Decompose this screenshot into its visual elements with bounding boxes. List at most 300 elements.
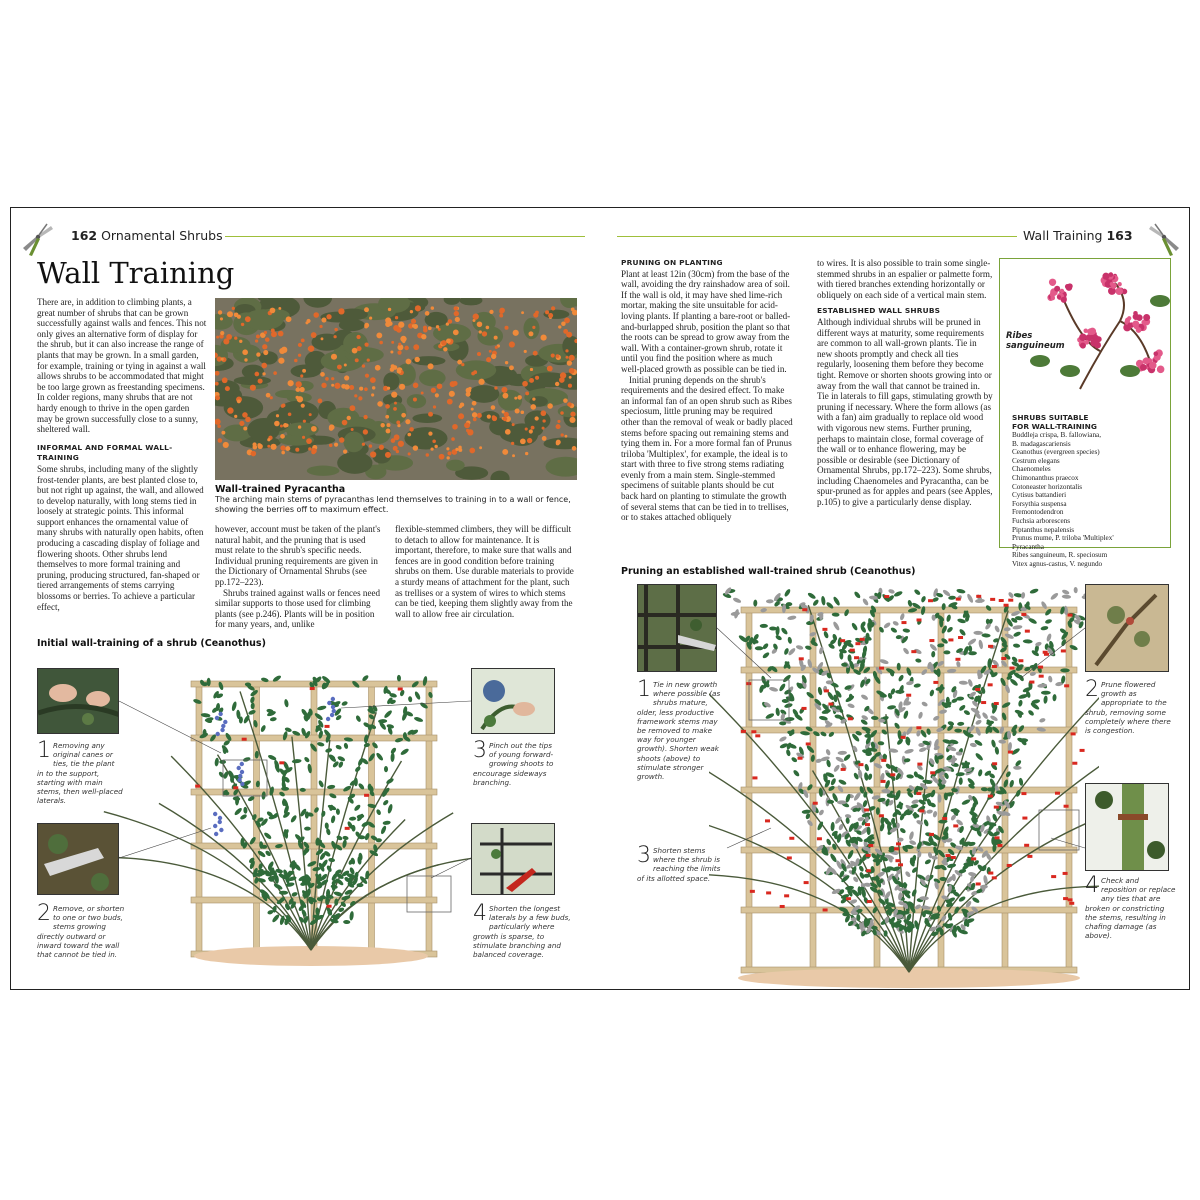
- berry: [363, 415, 367, 419]
- left-step-1-number: 1: [37, 738, 51, 763]
- shrub-leaf: [413, 716, 423, 723]
- shortening-laterals-art: [472, 824, 555, 895]
- shrub-leaf: [963, 709, 971, 716]
- shrub-leaf: [801, 674, 808, 684]
- berry: [486, 326, 490, 330]
- shrub-leaf: [981, 711, 989, 719]
- step4-photo: [471, 823, 555, 895]
- shrub-leaf: [916, 819, 924, 826]
- berry: [320, 372, 325, 377]
- plant-tie: [1021, 792, 1026, 795]
- right-step4-photo: [1085, 783, 1169, 871]
- berry: [393, 365, 398, 370]
- berry: [391, 438, 396, 443]
- berry: [386, 429, 391, 434]
- ceanothus-flower: [215, 716, 219, 720]
- berry: [349, 385, 354, 390]
- shrub-leaf: [375, 809, 381, 816]
- shrub-leaf: [1040, 625, 1048, 630]
- plant-tie: [817, 837, 822, 840]
- berry: [295, 448, 299, 452]
- berry: [334, 335, 337, 338]
- shrub-leaf: [279, 915, 286, 925]
- shrub-leaf: [325, 828, 331, 836]
- ceanothus-flower: [327, 701, 331, 705]
- plant-tie: [755, 734, 760, 737]
- shrub-leaf: [832, 596, 841, 607]
- berry: [535, 376, 539, 380]
- berry: [280, 445, 285, 450]
- plant-list-item: Vitex agnus-castus, V. negundo: [1012, 559, 1103, 568]
- berry: [439, 454, 445, 460]
- right-step-4: [1085, 873, 1177, 941]
- berry: [545, 310, 549, 314]
- berry: [281, 451, 285, 455]
- berry: [262, 372, 265, 375]
- shrub-leaf: [317, 705, 327, 711]
- berry: [355, 358, 359, 362]
- shrub-leaf: [818, 809, 825, 816]
- berry: [446, 456, 449, 459]
- shrub-leaf: [969, 875, 975, 882]
- berry: [281, 404, 285, 408]
- plant-tie: [1072, 762, 1077, 765]
- berry: [364, 387, 368, 391]
- ribes-flower: [1102, 273, 1109, 280]
- shrub-leaf: [867, 827, 871, 835]
- plant-tie: [789, 837, 794, 840]
- plant-tie: [822, 628, 827, 631]
- shrub-leaf: [978, 639, 984, 649]
- berry: [428, 412, 433, 417]
- plant-tie: [1008, 599, 1013, 602]
- planting-paragraph-1: Plant at least 12in (30cm) from the base of the wall, avoiding the dry rainshadow area of soil. If the wall is old, it may have shed lime-rich mortar, making the site unsuitable for acid-loving plants. If planting a bare-root or balled-and-burlapped shrub, position the plant so that the roots can be spread to grow away from the wall. With a container-grown shrub, rotate it until you find the position where as much well-placed growth as possible can be tied in.: [621, 268, 791, 374]
- shrub-leaf: [782, 674, 792, 684]
- shrub-leaf: [994, 625, 1001, 633]
- berry: [452, 424, 458, 430]
- berry: [533, 351, 538, 356]
- plant-list-item: Piptanthus nepalensis: [1012, 525, 1075, 534]
- plant-tie: [345, 827, 350, 830]
- shrub-leaf: [1023, 639, 1033, 643]
- shrub-leaf: [384, 766, 388, 772]
- berry: [469, 448, 475, 454]
- shrub-leaf: [908, 831, 914, 841]
- plant-tie: [1007, 864, 1012, 867]
- berry: [263, 350, 268, 355]
- shrub-leaf: [904, 748, 914, 754]
- shrub-leaf: [929, 689, 935, 697]
- shrub-leaf: [378, 719, 387, 723]
- berry: [455, 448, 458, 451]
- shrub-leaf: [332, 760, 340, 768]
- shrub-leaf: [242, 756, 251, 762]
- plant-tie: [1027, 855, 1032, 858]
- plant-tie: [364, 794, 369, 797]
- shrub-leaf: [929, 643, 938, 652]
- berry: [565, 435, 568, 438]
- berry: [311, 426, 317, 432]
- berry: [379, 341, 383, 345]
- shrub-leaf: [991, 739, 997, 748]
- berry: [559, 377, 565, 383]
- left-step-3: [473, 738, 559, 787]
- berry: [370, 451, 376, 457]
- berry: [499, 314, 503, 318]
- plant-tie: [766, 891, 771, 894]
- pyracantha-photo: [215, 298, 577, 480]
- berry: [256, 352, 260, 356]
- shrub-leaf: [833, 764, 841, 773]
- berry: [551, 353, 555, 357]
- shrub-leaf: [1048, 675, 1053, 682]
- ribes-flower: [1157, 366, 1165, 374]
- berry: [344, 363, 347, 366]
- berry: [220, 317, 223, 320]
- berry: [447, 399, 453, 405]
- book-spread: [10, 207, 1190, 990]
- berry: [449, 391, 455, 397]
- berry: [331, 354, 337, 360]
- berry: [295, 387, 300, 392]
- berry: [453, 329, 459, 335]
- shrub-leaf: [382, 820, 390, 825]
- berry: [525, 392, 529, 396]
- berry: [404, 346, 409, 351]
- shrub-leaf: [775, 634, 783, 641]
- berry: [280, 425, 283, 428]
- berry: [227, 311, 233, 317]
- shrub-leaf: [785, 749, 791, 757]
- plant-tie: [1022, 817, 1027, 820]
- ribes-flower: [1118, 282, 1122, 286]
- ribes-flower: [1050, 296, 1055, 301]
- shrub-leaf: [867, 773, 873, 780]
- berry: [338, 308, 344, 314]
- shrub-leaf: [400, 748, 410, 757]
- plant-tie: [988, 795, 993, 798]
- berry: [359, 387, 363, 391]
- photo-caption-text: The arching main stems of pyracanthas lend themselves to training in to a wall or fence, showing the berries off to maximum effect.: [215, 495, 571, 514]
- berry: [432, 440, 436, 444]
- shrub-leaf: [270, 717, 277, 722]
- plant-tie: [1010, 667, 1015, 670]
- shrub-leaf: [343, 742, 349, 749]
- plant-list: [1012, 431, 1168, 569]
- ribes-flower: [1084, 340, 1089, 345]
- right-col-1: [621, 258, 793, 523]
- shrub-leaf: [291, 891, 298, 897]
- ribes-flower: [1060, 289, 1065, 294]
- berry: [244, 358, 247, 361]
- right-folio: [1023, 228, 1133, 243]
- berry: [446, 338, 451, 343]
- berry: [569, 376, 572, 379]
- shrub-leaf: [765, 712, 775, 720]
- berry: [242, 412, 248, 418]
- shrub-leaf: [968, 651, 977, 655]
- plant-list-item: Chaenomeles: [1012, 465, 1051, 474]
- shrub-leaf: [807, 592, 817, 600]
- shrub-leaf: [349, 911, 354, 921]
- photo-caption-title: Wall-trained Pyracantha: [215, 484, 346, 495]
- shrub-leaf: [862, 598, 870, 607]
- berry: [547, 403, 553, 409]
- shrub-leaf: [897, 838, 903, 842]
- berry: [572, 446, 577, 451]
- berry: [283, 423, 288, 428]
- plant-list-item: Cytisus battandieri: [1012, 491, 1067, 500]
- plant-tie: [866, 854, 871, 857]
- berry: [326, 314, 331, 319]
- plant-tie: [751, 730, 756, 733]
- ribes-flower: [1132, 320, 1139, 327]
- plant-tie: [945, 854, 950, 857]
- shrub-leaf: [942, 589, 951, 598]
- shrub-leaf: [1041, 691, 1051, 695]
- berry: [529, 429, 533, 433]
- berry: [385, 404, 390, 409]
- berry: [270, 444, 276, 450]
- berry: [512, 423, 515, 426]
- shrub-leaf: [911, 799, 920, 805]
- plant-tie: [855, 642, 860, 645]
- berry: [280, 434, 285, 439]
- berry: [252, 442, 256, 446]
- berry: [455, 317, 460, 322]
- berry: [250, 385, 256, 391]
- berry: [551, 306, 555, 310]
- berry: [221, 431, 225, 435]
- berry: [494, 386, 497, 389]
- berry: [530, 404, 536, 410]
- berry: [431, 388, 436, 393]
- berry: [412, 324, 415, 327]
- berry: [306, 319, 310, 323]
- berry: [339, 437, 344, 442]
- shrub-leaf: [1009, 779, 1015, 788]
- shrub-leaf: [897, 674, 904, 682]
- berry: [387, 387, 390, 390]
- berry: [258, 379, 263, 384]
- shrub-leaf: [913, 683, 921, 688]
- shrub-leaf: [1043, 695, 1048, 704]
- berry: [217, 425, 221, 429]
- berry: [301, 338, 305, 342]
- shrub-leaf: [931, 855, 938, 860]
- berry: [563, 398, 568, 403]
- berry: [458, 448, 462, 452]
- berry: [547, 366, 553, 372]
- berry: [532, 397, 535, 400]
- berry: [354, 394, 357, 397]
- berry: [329, 424, 335, 430]
- berry: [520, 410, 524, 414]
- right-running-head: Wall Training: [1023, 228, 1103, 243]
- shrub-leaf: [821, 596, 826, 606]
- plant-tie: [995, 836, 1000, 839]
- berry: [239, 421, 244, 426]
- leaf-cluster: [337, 452, 372, 474]
- shrub-leaf: [239, 813, 247, 820]
- plant-tie: [988, 683, 993, 686]
- left-step-2-number: 2: [37, 901, 51, 926]
- shrub-leaf: [342, 835, 349, 840]
- left-folio: [71, 228, 223, 243]
- shrub-leaf: [971, 896, 980, 904]
- plant-tie: [1004, 604, 1009, 607]
- plant-tie: [890, 773, 895, 776]
- berry: [388, 308, 391, 311]
- shrub-leaf: [812, 599, 820, 607]
- shrub-leaf: [383, 709, 393, 719]
- berry: [390, 351, 393, 354]
- plant-tie: [1029, 681, 1034, 684]
- shrub-leaf: [1029, 588, 1039, 595]
- plant-tie: [981, 701, 986, 704]
- berry: [459, 405, 462, 408]
- berry: [454, 311, 459, 316]
- berry: [278, 331, 284, 337]
- shrub-leaf: [926, 809, 933, 814]
- shrub-leaf: [203, 729, 207, 738]
- plant-tie: [865, 823, 870, 826]
- berry: [410, 310, 413, 313]
- plant-tie: [901, 621, 906, 624]
- berry: [423, 326, 427, 330]
- right-page-number: 163: [1106, 228, 1133, 243]
- plant-tie: [930, 771, 935, 774]
- trellis-post: [196, 684, 202, 954]
- plant-tie: [929, 833, 934, 836]
- ceanothus-flower: [237, 778, 241, 782]
- berry: [306, 438, 312, 444]
- berry: [225, 386, 230, 391]
- ribes-caption-species: sanguineum: [1006, 341, 1065, 351]
- shrub-leaf: [975, 719, 983, 726]
- shrub-leaf: [325, 748, 333, 754]
- berry: [296, 381, 302, 387]
- berry: [321, 318, 326, 323]
- hand-tying-art: [38, 669, 119, 734]
- berry: [319, 325, 322, 328]
- ribes-caption: [1006, 331, 1065, 351]
- leaf-cluster: [412, 414, 442, 423]
- page-title: Wall Training: [37, 256, 235, 290]
- shrub-leaf: [946, 626, 954, 633]
- heading-established: ESTABLISHED WALL SHRUBS: [817, 306, 941, 316]
- shrub-leaf: [967, 679, 973, 688]
- berry: [255, 372, 260, 377]
- plant-tie: [992, 762, 997, 765]
- pinching-tips-art: [472, 669, 555, 734]
- berry: [401, 413, 406, 418]
- shrub-leaf: [304, 827, 311, 831]
- ribes-flower: [1054, 286, 1060, 292]
- left-step-4-number: 4: [473, 901, 487, 926]
- left-step-4-text: Shorten the longest laterals by a few buds, particularly where growth is sparse, to stimulate branching and balanced coverage.: [473, 904, 571, 960]
- berry: [344, 384, 349, 389]
- berry: [334, 443, 338, 447]
- plant-list-item: Prunus mume, P. triloba 'Multiplex': [1012, 534, 1114, 543]
- shrub-leaf: [893, 590, 903, 597]
- left-page-number: 162: [71, 228, 98, 243]
- berry: [394, 402, 397, 405]
- berry: [299, 387, 304, 392]
- shrub-leaf: [271, 913, 280, 923]
- right-col-2: [817, 258, 993, 508]
- berry: [396, 420, 400, 424]
- shrub-leaf: [1007, 591, 1014, 599]
- berry: [276, 414, 279, 417]
- berry: [565, 349, 568, 352]
- shrub-leaf: [838, 779, 847, 786]
- col2-paragraph-2: Shrubs trained against walls or fences need similar supports to those used for climbing plants (see p.246). Plants will be in position for many years, and, unlike: [215, 587, 381, 630]
- berry: [267, 438, 270, 441]
- shrub-leaf: [732, 597, 742, 604]
- ribes-caption-genus: Ribes: [1006, 331, 1033, 341]
- plant-tie: [894, 847, 899, 850]
- shrub-leaf: [823, 631, 829, 639]
- ceanothus-flower: [331, 697, 335, 701]
- plant-tie: [1043, 651, 1048, 654]
- shrub-leaf: [959, 777, 963, 785]
- berry: [428, 431, 432, 435]
- ribes-photo: [1020, 261, 1170, 391]
- shrub-leaf: [860, 694, 869, 701]
- leaf-cluster: [446, 460, 465, 471]
- shrub-leaf: [390, 752, 395, 762]
- plant-tie: [976, 595, 981, 598]
- berry: [303, 420, 306, 423]
- flowered-growth-art: [1086, 585, 1169, 672]
- ribes-flower: [1057, 295, 1061, 299]
- berry: [331, 384, 334, 387]
- berry: [308, 345, 314, 351]
- plant-tie: [1071, 732, 1076, 735]
- berry: [532, 326, 535, 329]
- ceanothus-flower: [237, 766, 241, 770]
- berry: [489, 350, 492, 353]
- berry: [397, 350, 401, 354]
- berry: [495, 346, 498, 349]
- shrub-leaf: [326, 865, 333, 873]
- shrub-leaf: [328, 858, 335, 863]
- leaf-cluster: [477, 326, 503, 345]
- plant-tie: [860, 638, 865, 641]
- col3-paragraph-1: flexible-stemmed climbers, they will be difficult to detach to allow for maintenance. It is important, therefore, to make sure that walls and fences are in good condition before training shrubs on them. Use durable materials to provide a sturdy means of attachment for the plant, such as trellises or a system of wires to which stems can be tied, keeping them slightly away from the wall to allow free air circulation.: [395, 524, 574, 619]
- ceanothus-flower: [331, 705, 335, 709]
- berry: [556, 424, 561, 429]
- plant-tie: [992, 665, 997, 668]
- ribes-flower: [1061, 297, 1067, 303]
- shrub-leaf: [853, 591, 861, 600]
- shrub-leaf: [792, 769, 800, 777]
- berry: [396, 327, 402, 333]
- ribes-leaf: [1120, 365, 1140, 377]
- shrub-leaf: [883, 621, 891, 629]
- shrub-leaf: [303, 756, 310, 763]
- plant-tie: [787, 856, 792, 859]
- berry: [364, 325, 368, 329]
- plant-tie: [864, 808, 869, 811]
- berry: [471, 408, 474, 411]
- plant-list-item: B. madagascariensis: [1012, 439, 1071, 448]
- berry: [525, 427, 528, 430]
- pyracantha-photo-art: [215, 298, 577, 480]
- berry: [517, 395, 522, 400]
- shrub-leaf: [255, 873, 262, 877]
